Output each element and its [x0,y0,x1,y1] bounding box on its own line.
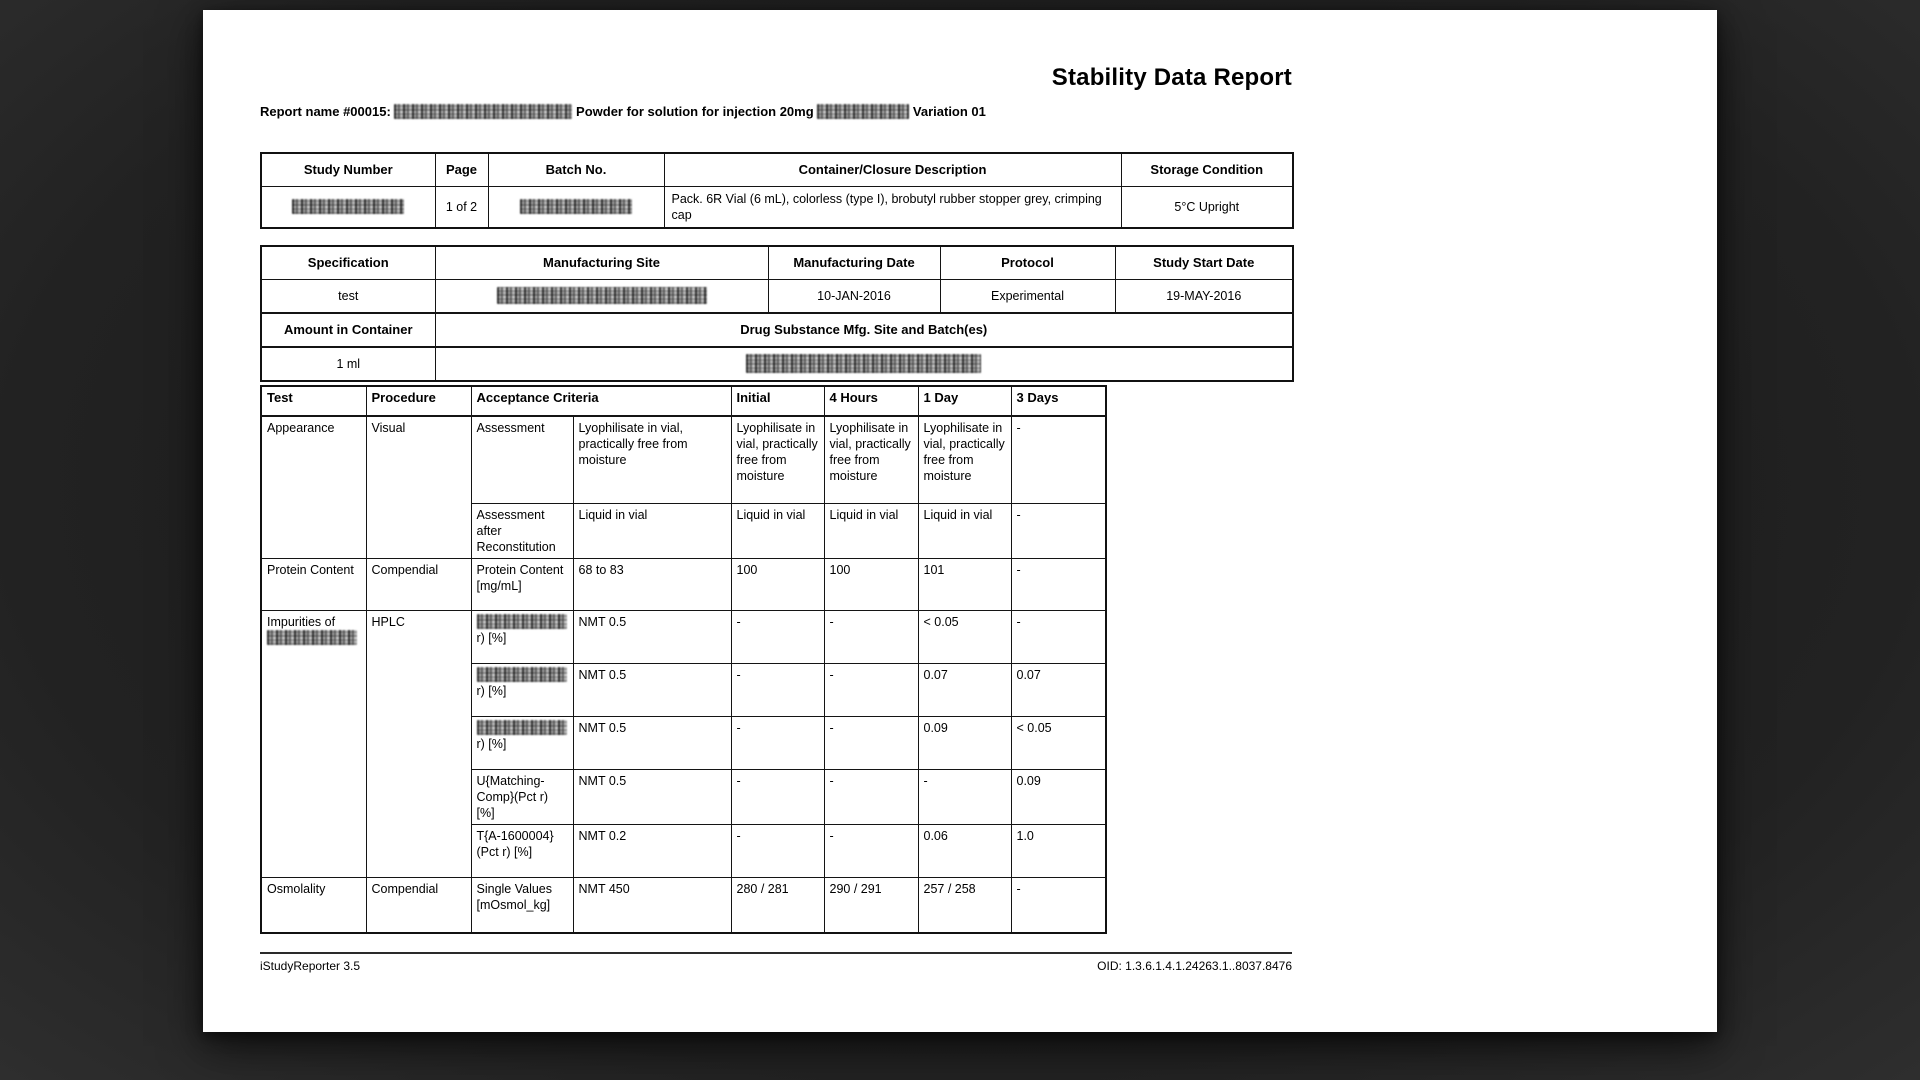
initial-cell: - [731,770,824,825]
manufacturing-date-value: 10-JAN-2016 [768,280,940,314]
days3-cell: - [1011,416,1106,504]
report-name-suffix: Variation 01 [912,104,986,119]
hours4-cell: - [824,825,918,878]
criteria-label-cell: Assessment [471,416,573,504]
hours4-cell: Lyophilisate in vial, practically free from moisture [824,416,918,504]
study-table-header-row [261,153,1293,187]
protocol-value: Experimental [940,280,1115,314]
report-name-line [260,104,1360,119]
stability-results-table [260,385,1107,934]
procedure-cell: Visual [366,416,471,559]
header-page: Page [435,153,488,187]
table-row-appearance-assessment [261,416,1106,504]
day1-cell: 0.09 [918,717,1011,770]
study-start-date-value: 19-MAY-2016 [1115,280,1293,314]
footer-oid: OID: 1.3.6.1.4.1.24263.1..8037.8476 [1097,959,1292,973]
specification-value: test [261,280,435,314]
criteria-value-cell: 68 to 83 [573,559,731,611]
criteria-label-cell: r) [%] [471,717,573,770]
report-content [260,10,1292,1032]
criteria-value-cell: NMT 450 [573,878,731,934]
page-value: 1 of 2 [435,187,488,229]
study-number-value [261,187,435,229]
storage-condition-value: 5°C Upright [1121,187,1293,229]
criteria-value-cell: NMT 0.2 [573,825,731,878]
header-amount-in-container: Amount in Container [261,313,435,347]
initial-cell: - [731,717,824,770]
criteria-value-cell: NMT 0.5 [573,611,731,664]
redacted-text [292,199,404,214]
day1-cell: - [918,770,1011,825]
procedure-cell: Compendial [366,559,471,611]
redacted-text [394,104,572,119]
day1-cell: 0.07 [918,664,1011,717]
container-closure-value: Pack. 6R Vial (6 mL), colorless (type I), brobutyl rubber stopper grey, crimping cap [664,187,1121,229]
days3-cell: 1.0 [1011,825,1106,878]
day1-cell: 257 / 258 [918,878,1011,934]
criteria-value-cell: NMT 0.5 [573,664,731,717]
redacted-text [497,287,707,304]
test-cell: Appearance [261,416,366,559]
table-row-osmolality [261,878,1106,934]
header-batch-no: Batch No. [488,153,664,187]
days3-cell: 0.09 [1011,770,1106,825]
redacted-text [477,667,567,682]
header-procedure: Procedure [366,386,471,416]
redacted-text [477,720,567,735]
initial-cell: - [731,825,824,878]
redacted-text [520,199,632,214]
table-row-impurity-1 [261,611,1106,664]
header-3-days: 3 Days [1011,386,1106,416]
header-protocol: Protocol [940,246,1115,280]
hours4-cell: 100 [824,559,918,611]
initial-cell: - [731,664,824,717]
redacted-text [477,614,567,629]
results-header-row [261,386,1106,416]
criteria-value-cell: NMT 0.5 [573,770,731,825]
header-4-hours: 4 Hours [824,386,918,416]
hours4-cell: - [824,770,918,825]
report-name-product: Powder for solution for injection 20mg [576,104,814,119]
day1-cell: < 0.05 [918,611,1011,664]
manufacturing-site-value [435,280,768,314]
criteria-label-cell: Single Values [mOsmol_kg] [471,878,573,934]
table-row-protein-content [261,559,1106,611]
header-study-start-date: Study Start Date [1115,246,1293,280]
study-table-data-row [261,187,1293,229]
footer-app-version: iStudyReporter 3.5 [260,959,361,973]
criteria-value-cell: Liquid in vial [573,504,731,559]
initial-cell: Liquid in vial [731,504,824,559]
criteria-label-cell: r) [%] [471,611,573,664]
batch-no-value [488,187,664,229]
day1-cell: Lyophilisate in vial, practically free from moisture [918,416,1011,504]
criteria-label-cell: U{Matching-Comp}(Pct r) [%] [471,770,573,825]
spec-table-subheader-row [261,313,1293,347]
procedure-cell: HPLC [366,611,471,878]
hours4-cell: - [824,717,918,770]
criteria-label-cell: T{A-1600004}(Pct r) [%] [471,825,573,878]
criteria-label-cell: r) [%] [471,664,573,717]
criteria-label-cell: Protein Content [mg/mL] [471,559,573,611]
test-cell: Osmolality [261,878,366,934]
header-manufacturing-date: Manufacturing Date [768,246,940,280]
hours4-cell: Liquid in vial [824,504,918,559]
spec-table-data-row [261,280,1293,314]
drug-substance-value [435,347,1293,381]
header-container-closure: Container/Closure Description [664,153,1121,187]
specification-table [260,245,1294,382]
initial-cell: Lyophilisate in vial, practically free from moisture [731,416,824,504]
study-info-table [260,152,1294,229]
redacted-text [746,354,981,373]
redacted-text [817,104,909,119]
days3-cell: 0.07 [1011,664,1106,717]
days3-cell: - [1011,559,1106,611]
header-specification: Specification [261,246,435,280]
criteria-value-cell: NMT 0.5 [573,717,731,770]
header-1-day: 1 Day [918,386,1011,416]
redacted-text [267,630,357,645]
day1-cell: Liquid in vial [918,504,1011,559]
header-manufacturing-site: Manufacturing Site [435,246,768,280]
hours4-cell: 290 / 291 [824,878,918,934]
spec-table-subdata-row [261,347,1293,381]
hours4-cell: - [824,611,918,664]
initial-cell: - [731,611,824,664]
test-cell: Protein Content [261,559,366,611]
day1-cell: 0.06 [918,825,1011,878]
initial-cell: 280 / 281 [731,878,824,934]
amount-in-container-value: 1 ml [261,347,435,381]
header-test: Test [261,386,366,416]
page-footer [260,952,1292,973]
initial-cell: 100 [731,559,824,611]
day1-cell: 101 [918,559,1011,611]
days3-cell: - [1011,611,1106,664]
report-page [203,10,1717,1032]
days3-cell: - [1011,878,1106,934]
procedure-cell: Compendial [366,878,471,934]
report-name-label: Report name #00015: [260,104,391,119]
hours4-cell: - [824,664,918,717]
header-initial: Initial [731,386,824,416]
page-title: Stability Data Report [1051,64,1292,91]
criteria-value-cell: Lyophilisate in vial, practically free from moisture [573,416,731,504]
header-storage-condition: Storage Condition [1121,153,1293,187]
days3-cell: - [1011,504,1106,559]
spec-table-header-row [261,246,1293,280]
test-cell: Impurities of [261,611,366,878]
criteria-label-cell: Assessment after Reconstitution [471,504,573,559]
header-drug-substance: Drug Substance Mfg. Site and Batch(es) [435,313,1293,347]
header-acceptance-criteria: Acceptance Criteria [471,386,731,416]
header-study-number: Study Number [261,153,435,187]
days3-cell: < 0.05 [1011,717,1106,770]
